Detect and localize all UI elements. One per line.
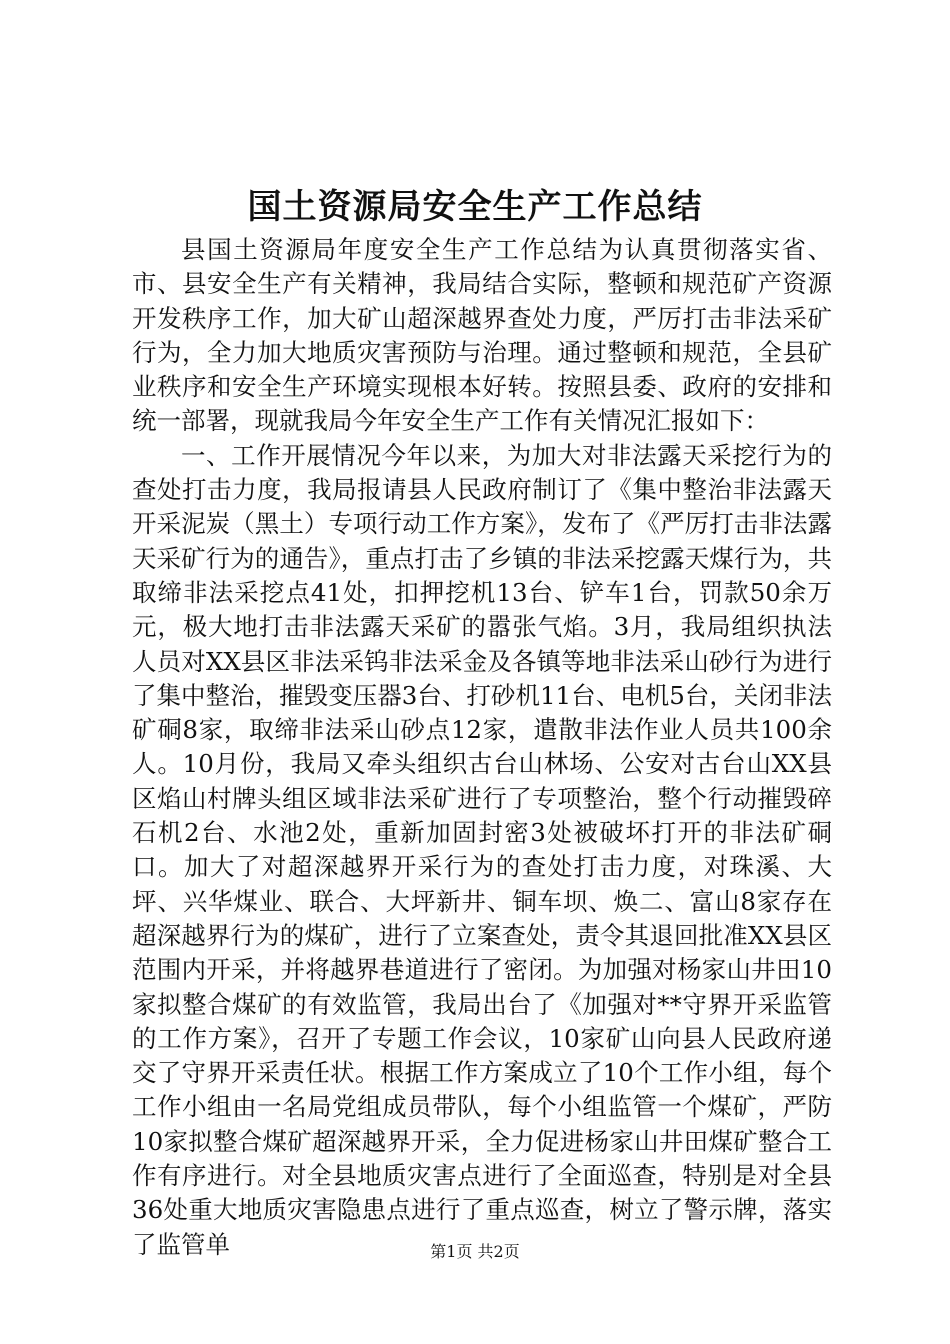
document-title: 国土资源局安全生产工作总结 bbox=[247, 187, 703, 227]
document-body bbox=[132, 233, 832, 1262]
body-paragraph-1: 县国土资源局年度安全生产工作总结为认真贯彻落实省、市、县安全生产有关精神，我局结合实际，整顿和规范矿产资源开发秩序工作，加大矿山超深越界查处力度，严厉打击非法采矿行为，全力加大地质灾害预防与治理。通过整顿和规范，全县矿业秩序和安全生产环境实现根本好转。按照县委、政府的安排和统一部署，现就我局今年安全生产工作有关情况汇报如下： bbox=[132, 235, 832, 436]
page-number-footer: 第1页 共2页 bbox=[430, 1242, 520, 1261]
body-paragraph-2: 一、工作开展情况今年以来，为加大对非法露天采挖行为的查处打击力度，我局报请县人民政府制订了《集中整治非法露天开采泥炭（黑土）专项行动工作方案》，发布了《严厉打击非法露天采矿行为的通告》，重点打击了乡镇的非法采挖露天煤行为，共取缔非法采挖点41处，扣押挖机13台、铲车1台，罚款50余万元，极大地打击非法露天采矿的嚣张气焰。3月，我局组织执法人员对XX县区非法采钨非法采金及各镇等地非法采山砂行为进行了集中整治，摧毁变压器3台、打砂机11台、电机5台，关闭非法矿硐8家，取缔非法采山砂点12家，遣散非法作业人员共100余人。10月份，我局又牵头组织古台山林场、公安对古台山XX县区焰山村牌头组区域非法采矿进行了专项整治，整个行动摧毁碎石机2台、水池2处，重新加固封密3处被破坏打开的非法矿硐口。加大了对超深越界开采行为的查处打击力度，对珠溪、大坪、兴华煤业、联合、大坪新井、铜车坝、焕二、富山8家存在超深越界行为的煤矿，进行了立案查处，责令其退回批准XX县区范围内开采，并将越界巷道进行了密闭。为加强对杨家山井田10家拟整合煤矿的有效监管，我局出台了《加强对**守界开采监管的工作方案》，召开了专题工作会议，10家矿山向县人民政府递交了守界开采责任状。根据工作方案成立了10个工作小组，每个工作小组由一名局党组成员带队，每个小组监管一个煤矿，严防10家拟整合煤矿超深越界开采，全力促进杨家山井田煤矿整合工作有序进行。对全县地质灾害点进行了全面巡查，特别是对全县36处重大地质灾害隐患点进行了重点巡查，树立了警示牌，落实了监管单 bbox=[132, 440, 832, 1259]
